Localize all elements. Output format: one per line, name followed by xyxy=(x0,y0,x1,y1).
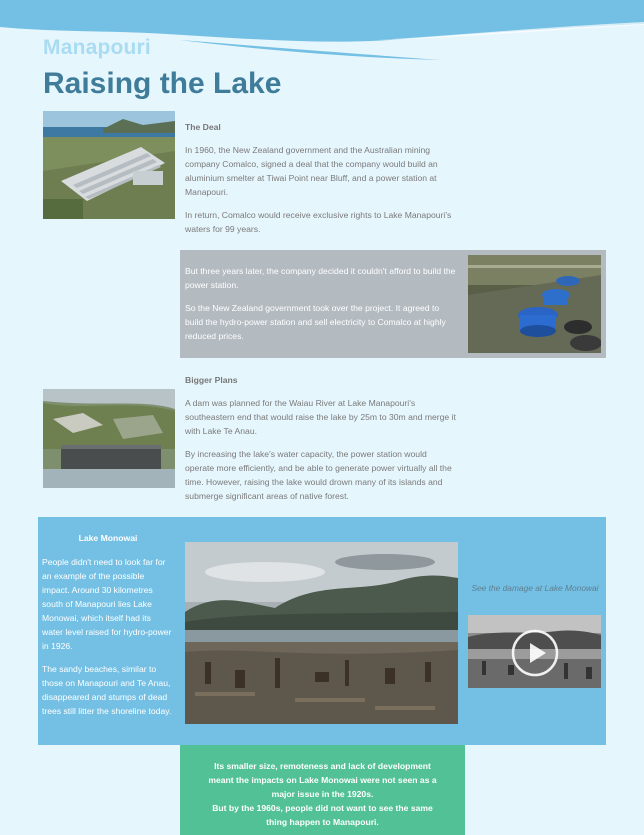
green-panel-text xyxy=(206,759,439,829)
monowai-paragraph-2: The sandy beaches, similar to those on Manapouri and Te Anau, disappeared and stumps of dead trees still litter the shoreline today. xyxy=(42,664,172,716)
power-station-photo xyxy=(43,389,175,488)
video-caption: See the damage at Lake Monowai xyxy=(471,583,599,593)
bigger-plans-heading: Bigger Plans xyxy=(185,375,238,385)
deal-section xyxy=(185,120,457,245)
green-paragraph-1: Its smaller size, remoteness and lack of development meant the impacts on Lake Monowai were not seen as a major issue in the 1920s. xyxy=(208,761,437,799)
grey-paragraph-1: But three years later, the company decided it couldn't afford to build the power station. xyxy=(185,266,456,290)
grey-panel xyxy=(180,250,606,358)
monowai-video-thumbnail[interactable] xyxy=(468,615,601,688)
grey-panel-text xyxy=(185,264,459,352)
deal-paragraph-2: In return, Comalco would receive exclusive rights to Lake Manapouri's waters for 99 years. xyxy=(185,210,452,234)
bigger-paragraph-2: By increasing the lake's water capacity, the power station would operate more efficiently, and be able to generate power virtually all the time. However, raising the lake would drown many of its islands and submerge significant areas of native forest. xyxy=(185,449,452,501)
deal-heading: The Deal xyxy=(185,122,221,132)
bigger-plans-section xyxy=(185,373,457,512)
smelter-photo xyxy=(43,111,175,219)
monowai-heading: Lake Monowai xyxy=(78,533,138,543)
green-panel xyxy=(180,745,465,835)
grey-paragraph-2: So the New Zealand government took over the project. It agreed to build the hydro-power station and sell electricity to Comalco at highly reduced prices. xyxy=(185,303,446,341)
bigger-paragraph-1: A dam was planned for the Waiau River at Lake Manapouri's southeastern end that would raise the lake by 25m to 30m and merge it with Lake Te Anau. xyxy=(185,398,456,436)
green-paragraph-2: But by the 1960s, people did not want to see the same thing happen to Manapouri. xyxy=(212,803,433,827)
section-eyebrow: Manapouri xyxy=(43,36,151,59)
page-title: Raising the Lake xyxy=(43,67,282,100)
monowai-paragraph-1: People didn't need to look far for an example of the possible impact. Around 30 kilometres south of Manapouri lies Lake Monowai, which itself had its water level raised for hydro-power in 1926. xyxy=(42,557,172,651)
lake-monowai-photo xyxy=(185,542,458,724)
play-icon[interactable] xyxy=(511,629,559,677)
monowai-text xyxy=(42,531,174,727)
turbine-hall-photo xyxy=(468,255,601,353)
deal-paragraph-1: In 1960, the New Zealand government and the Australian mining company Comalco, signed a deal that the company would build an aluminium smelter at Tiwai Point near Bluff, and a power station at Manapouri. xyxy=(185,145,438,197)
